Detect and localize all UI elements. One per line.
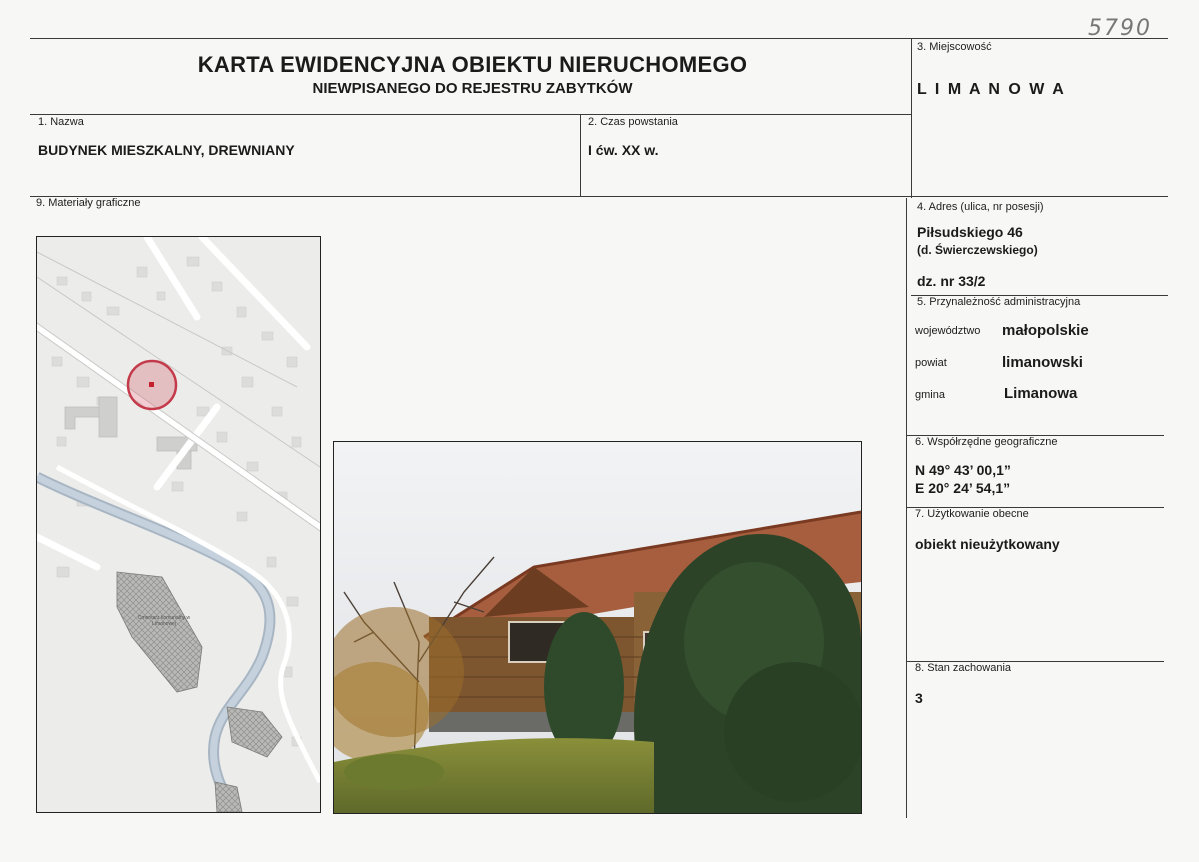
address-plot: dz. nr 33/2 xyxy=(917,273,986,289)
usage-value: obiekt nieużytkowany xyxy=(915,536,1060,552)
map-drawing xyxy=(37,237,320,812)
name-value: BUDYNEK MIESZKALNY, DREWNIANY xyxy=(38,142,295,158)
county-label: powiat xyxy=(915,357,947,369)
divider-name-period xyxy=(580,114,581,196)
divider-graphics-right xyxy=(906,198,907,818)
card-subtitle: NIEWPISANEGO DO REJESTRU ZABYTKÓW xyxy=(312,80,633,97)
commune-value: Limanowa xyxy=(1004,385,1078,402)
county-value: limanowski xyxy=(1002,354,1083,371)
admin-label: 5. Przynależność administracyjna xyxy=(917,296,1081,308)
address-label: 4. Adres (ulica, nr posesji) xyxy=(917,201,1044,213)
rule-graphics-row xyxy=(30,196,1168,197)
commune-label: gmina xyxy=(915,389,945,401)
graphics-label: 9. Materiały graficzne xyxy=(36,197,141,209)
top-rule xyxy=(30,38,1168,39)
voivodeship-label: województwo xyxy=(915,325,981,337)
coords-lat: N 49° 43’ 00,1” xyxy=(915,462,1011,478)
map-cemetery-label: Cmentarz komunalny w Limanowej xyxy=(137,615,191,627)
building-photo xyxy=(333,441,862,814)
coords-label: 6. Współrzędne geograficzne xyxy=(915,436,1058,448)
period-label: 2. Czas powstania xyxy=(588,116,678,128)
address-street: Piłsudskiego 46 xyxy=(917,224,1023,240)
condition-label: 8. Stan zachowania xyxy=(915,662,1012,674)
condition-value: 3 xyxy=(915,690,923,706)
period-value: I ćw. XX w. xyxy=(588,142,659,158)
archive-number: 5790 xyxy=(1088,16,1152,41)
locality-value: L I M A N O W A xyxy=(917,81,1066,98)
usage-label: 7. Użytkowanie obecne xyxy=(915,508,1029,520)
locality-label: 3. Miejscowość xyxy=(917,41,992,53)
address-former: (d. Świerczewskiego) xyxy=(917,243,1038,257)
coords-lon: E 20° 24’ 54,1” xyxy=(915,480,1011,496)
name-label: 1. Nazwa xyxy=(38,116,84,128)
photo-drawing xyxy=(334,442,861,813)
location-map xyxy=(36,236,321,813)
card-title: KARTA EWIDENCYJNA OBIEKTU NIERUCHOMEGO xyxy=(197,52,748,77)
rule-name-row xyxy=(30,114,911,115)
voivodeship-value: małopolskie xyxy=(1002,322,1089,339)
